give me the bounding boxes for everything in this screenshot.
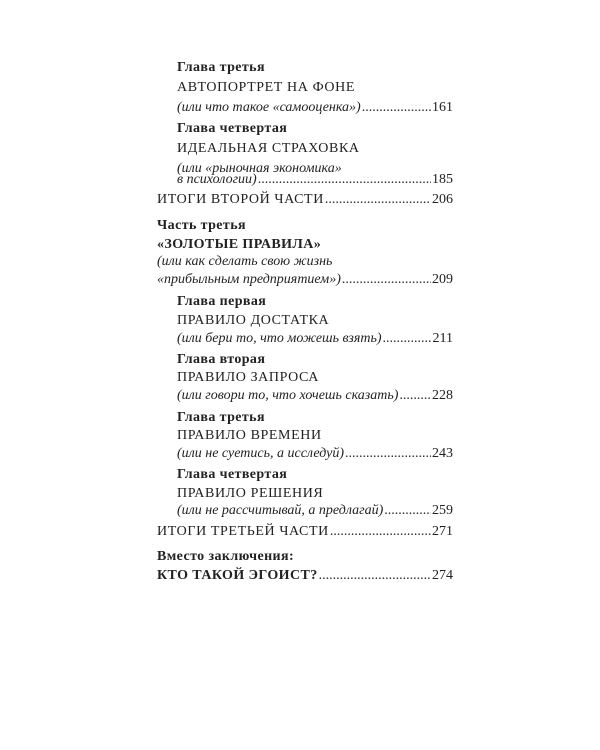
toc-entry[interactable] [157,190,453,210]
chapter-title: ИДЕАЛЬНАЯ СТРАХОВКА [177,141,360,156]
page-number: 271 [432,524,453,539]
section-title: ИТОГИ ВТОРОЙ ЧАСТИ [157,192,324,207]
page-number: 206 [432,192,453,207]
part-title: «ЗОЛОТЫЕ ПРАВИЛА» [157,237,322,252]
chapter-label: Глава первая [177,294,267,309]
toc-entry[interactable] [157,522,453,542]
page-number: 161 [432,100,453,115]
chapter-subtitle: (или не рассчитывай, а предлагай) [177,503,384,518]
dot-leader [345,444,431,464]
page-number: 211 [432,331,453,346]
section-title: ИТОГИ ТРЕТЬЕЙ ЧАСТИ [157,524,329,539]
dot-leader [399,386,431,406]
chapter-title: ПРАВИЛО ВРЕМЕНИ [177,428,322,443]
dot-leader [362,98,431,118]
chapter-subtitle: (или что такое «самооценка») [177,100,361,115]
toc-entry[interactable] [177,98,453,118]
chapter-subtitle: в психологии) [177,172,257,187]
dot-leader [330,522,431,542]
chapter-title: ПРАВИЛО РЕШЕНИЯ [177,486,324,501]
chapter-subtitle: (или бери то, что можешь взять) [177,331,382,346]
chapter-subtitle: (или говори то, что хочешь сказать) [177,388,399,403]
dot-leader [383,329,432,349]
toc-entry[interactable] [157,270,453,290]
dot-leader [325,190,431,210]
page-number: 185 [432,172,453,187]
page-number: 209 [432,272,453,287]
toc-entry[interactable] [157,566,453,586]
toc-entry[interactable] [177,444,453,464]
dot-leader [384,501,431,521]
dot-leader [342,270,431,290]
chapter-label: Глава четвертая [177,467,288,482]
chapter-subtitle: (или не суетись, а исследуй) [177,446,345,461]
chapter-label: Глава вторая [177,352,266,367]
toc-entry[interactable] [177,329,453,349]
chapter-label: Глава четвертая [177,121,288,136]
chapter-title: АВТОПОРТРЕТ НА ФОНЕ [177,80,355,95]
toc-entry[interactable] [177,170,453,190]
chapter-label: Глава третья [177,60,265,75]
dot-leader [319,566,431,586]
part-subtitle: «прибыльным предприятием») [157,272,341,287]
chapter-subtitle: (или «рыночная экономика» [177,161,342,176]
chapter-title: ПРАВИЛО ЗАПРОСА [177,370,319,385]
page-number: 228 [432,388,453,403]
part-subtitle: (или как сделать свою жизнь [157,254,333,269]
toc-entry[interactable] [177,501,453,521]
part-label: Часть третья [157,218,246,233]
page-number: 243 [432,446,453,461]
conclusion-label: Вместо заключения: [157,549,295,564]
chapter-label: Глава третья [177,410,265,425]
chapter-title: ПРАВИЛО ДОСТАТКА [177,313,330,328]
dot-leader [258,170,431,190]
toc-entry[interactable] [177,386,453,406]
page-number: 274 [432,568,453,583]
page-number: 259 [432,503,453,518]
conclusion-title: КТО ТАКОЙ ЭГОИСТ? [157,568,318,583]
